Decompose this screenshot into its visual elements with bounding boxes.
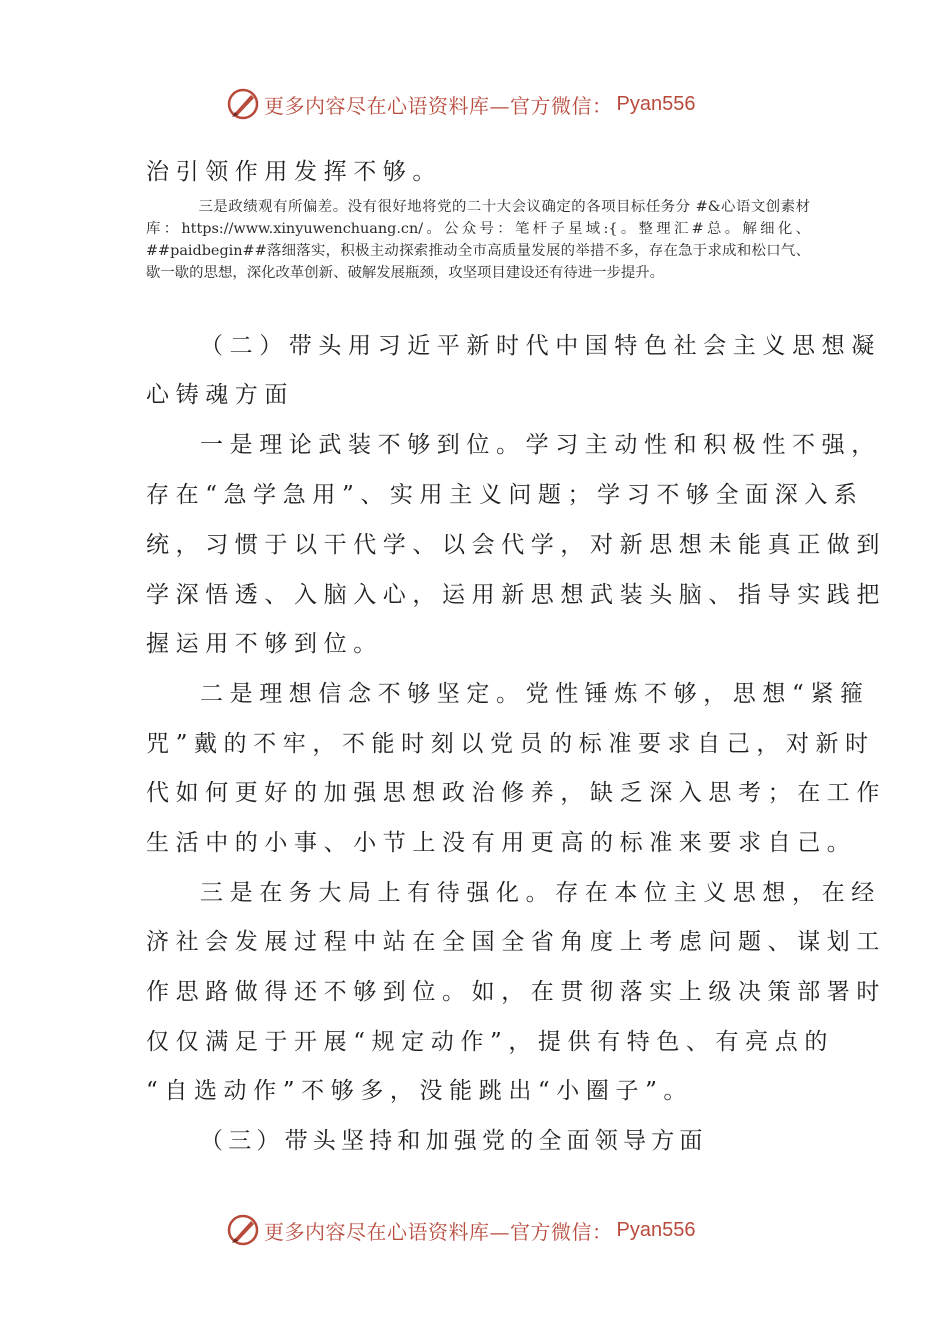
paragraph-2-line: 生活中的小事、小节上没有用更高的标准来要求自己。	[146, 830, 857, 856]
section-heading-3: （三）带头坚持和加强党的全面领导方面	[200, 1128, 708, 1154]
paragraph-2-line: 咒”戴的不牢，不能时刻以党员的标准要求自己，对新时	[146, 731, 875, 757]
paragraph-2-line: 代如何更好的加强思想政治修养，缺乏深入思考；在工作	[146, 780, 886, 806]
pen-logo-icon	[226, 87, 260, 121]
paragraph-3-line: 三是在务大局上有待强化。存在本位主义思想，在经	[200, 880, 881, 906]
pen-logo-icon	[226, 1213, 260, 1247]
continued-line: 治引领作用发挥不够。	[146, 159, 442, 185]
section-heading-2-cont: 心铸魂方面	[146, 382, 294, 408]
small-paragraph-text: 三是政绩观有所偏差。没有很好地将党的二十大会议确定的各项目标任务分 #&心语文创素材库：https://www.xinyuwenchuang.cn/。公众号：笔杆子星域:{。整理汇#总。解细化、##paidbegin##落细落实，积极主动探索推动全市高质量发展的举措不多，存在急于求成和松口气、歇一歇的思想，深化改革创新、破解发展瓶颈，攻坚项目建设还有待进一步提升。	[146, 199, 810, 281]
paragraph-1-line: 一是理论武装不够到位。学习主动性和积极性不强，	[200, 432, 881, 458]
banner-wechat-id: Pyan556	[616, 1218, 696, 1241]
footer-banner	[226, 1210, 695, 1250]
paragraph-2-line: 二是理想信念不够坚定。党性锤炼不够，思想“紧箍	[200, 681, 870, 707]
paragraph-1-line: 学深悟透、入脑入心，运用新思想武装头脑、指导实践把	[146, 582, 886, 608]
banner-wechat-id: Pyan556	[616, 92, 696, 115]
paragraph-3-line: “自选动作”不够多，没能跳出“小圈子”。	[146, 1078, 694, 1104]
paragraph-1-line: 握运用不够到位。	[146, 631, 383, 657]
paragraph-1-line: 存在“急学急用”、实用主义问题；学习不够全面深入系	[146, 482, 864, 508]
paragraph-3-line: 作思路做得还不够到位。如，在贯彻落实上级决策部署时	[146, 979, 886, 1005]
banner-text: 更多内容尽在心语资料库—官方微信：	[264, 1219, 613, 1244]
section-heading-2: （二）带头用习近平新时代中国特色社会主义思想凝	[200, 333, 881, 359]
paragraph-3-line: 济社会发展过程中站在全国全省角度上考虑问题、谋划工	[146, 929, 886, 955]
small-paragraph	[146, 196, 810, 284]
paragraph-1-line: 统，习惯于以干代学、以会代学，对新思想未能真正做到	[146, 532, 886, 558]
paragraph-3-line: 仅仅满足于开展“规定动作”，提供有特色、有亮点的	[146, 1029, 834, 1055]
banner-text: 更多内容尽在心语资料库—官方微信：	[264, 93, 613, 118]
header-banner	[226, 84, 695, 124]
